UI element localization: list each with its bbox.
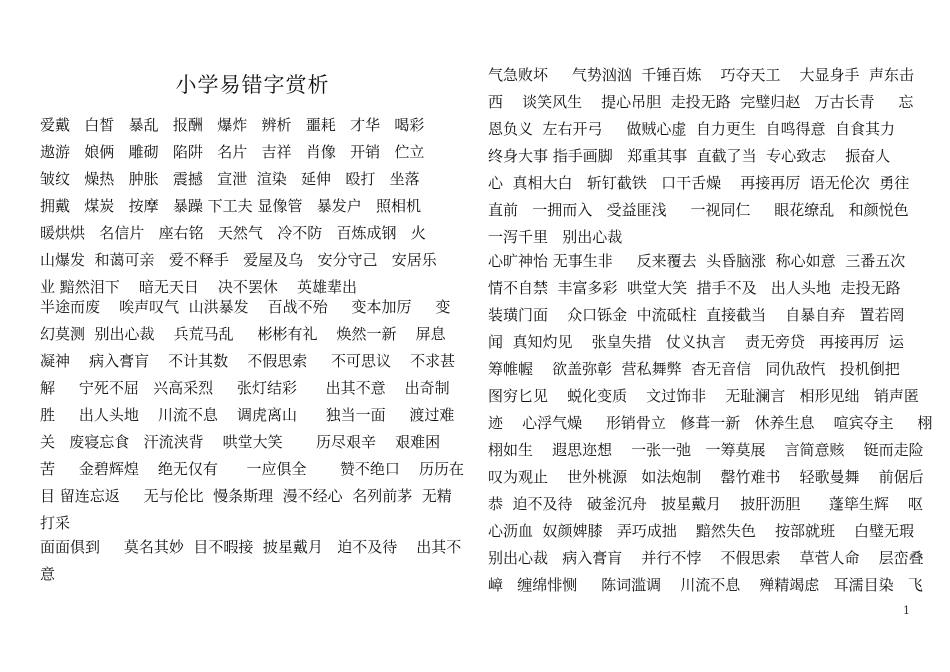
paragraph-left-3 xyxy=(40,534,461,588)
text-line: 拥戴 煤炭 按摩 暴躁 下工夫 显像管 暴发户 照相机 xyxy=(40,197,422,215)
paragraph-right-2 xyxy=(488,248,932,599)
text-line: 嶂 缠绵悱恻 陈词滥调 川流不息 殚精竭虑 耳濡目染 飞 xyxy=(488,576,923,594)
text-line: 恭 迫不及待 破釜沉舟 披星戴月 披肝沥胆 蓬筚生辉 呕 xyxy=(488,495,923,513)
text-line: 筹帷幄 欲盖弥彰 营私舞弊 杳无音信 同仇敌忾 投机倒把 xyxy=(488,360,900,378)
text-line: 恩负义 左右开弓 做贼心虚 自力更生 自鸣得意 自食其力 xyxy=(488,120,895,138)
text-line: 爱戴 白皙 暴乱 报酬 爆炸 辨析 噩耗 才华 喝彩 xyxy=(40,116,425,134)
text-line: 面面俱到 莫名其妙 目不暇接 披星戴月 迫不及待 出其不 xyxy=(40,538,462,556)
text-line: 一泻千里 别出心裁 xyxy=(488,228,623,246)
text-line: 情不自禁 丰富多彩 哄堂大笑 措手不及 出人头地 走投无路 xyxy=(488,279,901,297)
text-line: 业 黯然泪下 暗无天日 决不罢休 英雄辈出 xyxy=(40,278,357,296)
text-line: 图穷匕见 蜕化变质 文过饰非 无耻澜言 相形见绌 销声匿 xyxy=(488,387,919,405)
text-line: 皱纹 燥热 肿胀 震撼 宣泄 渲染 延伸 殴打 坐落 xyxy=(40,170,420,188)
document-title: 小学易错字赏析 xyxy=(175,73,330,97)
text-line: 暖烘烘 名信片 座右铭 天然气 冷不防 百炼成钢 火 xyxy=(40,224,426,242)
text-line: 栩如生 遐思迩想 一张一弛 一筹莫展 言简意赅 铤而走险 xyxy=(488,441,924,459)
text-line: 意 xyxy=(40,565,56,583)
text-line: 苦 金碧辉煌 绝无仅有 一应俱全 赞不绝口 历历在 xyxy=(40,460,464,478)
paragraph-left-1 xyxy=(40,112,437,301)
text-line: 心沥血 奴颜婢膝 弄巧成拙 黯然失色 按部就班 白璧无瑕 xyxy=(488,522,915,540)
text-line: 解 宁死不屈 兴高采烈 张灯结彩 出其不意 出奇制 xyxy=(40,379,450,397)
text-line: 山爆发 和蔼可亲 爱不释手 爱屋及乌 安分守己 安居乐 xyxy=(40,251,437,269)
paragraph-right-1 xyxy=(488,62,914,251)
text-line: 终身大事 指手画脚 郑重其事 直截了当 专心致志 振奋人 xyxy=(488,147,891,165)
text-line: 迹 心浮气燥 形销骨立 修葺一新 休养生息 喧宾夺主 栩 xyxy=(488,414,933,432)
text-line: 胜 出人头地 川流不息 调虎离山 独当一面 渡过难 xyxy=(40,406,455,424)
text-line: 装璜门面 众口铄金 中流砥柱 直接截当 自暴自弃 置若罔 xyxy=(488,306,905,324)
text-line: 直前 一拥而入 受益匪浅 一视同仁 眼花缭乱 和颜悦色 xyxy=(488,201,909,219)
text-line: 遨游 娘俩 雕砌 陷阱 名片 吉祥 肖像 开销 伫立 xyxy=(40,143,425,161)
text-line: 叹为观止 世外桃源 如法炮制 罄竹难书 轻歌曼舞 前倨后 xyxy=(488,468,924,486)
text-line: 打采 xyxy=(40,514,71,532)
text-line: 凝神 病入膏肓 不计其数 不假思索 不可思议 不求甚 xyxy=(40,352,456,370)
text-line: 别出心裁 病入膏肓 并行不悖 不假思索 草菅人命 层峦叠 xyxy=(488,549,924,567)
paragraph-left-2 xyxy=(40,294,464,537)
text-line: 闻 真知灼见 张皇失措 仗义执言 责无旁贷 再接再厉 运 xyxy=(488,333,904,351)
text-line: 心旷神怡 无事生非 反来覆去 头昏脑涨 称心如意 三番五次 xyxy=(488,252,906,270)
text-line: 西 谈笑风生 提心吊胆 走投无路 完璧归赵 万古长青 忘 xyxy=(488,93,914,111)
text-line: 目 留连忘返 无与伦比 慢条斯理 漫不经心 名列前茅 无精 xyxy=(40,487,452,505)
text-line: 幻莫测 别出心裁 兵荒马乱 彬彬有礼 焕然一新 屏息 xyxy=(40,325,446,343)
page-number: 1 xyxy=(903,604,910,617)
text-line: 半途而废 唉声叹气 山洪暴发 百战不殆 变本加厉 变 xyxy=(40,298,451,316)
text-line: 气急败坏 气势汹汹 千锤百炼 巧夺天工 大显身手 声东击 xyxy=(488,66,915,84)
text-line: 关 废寝忘食 汗流浃背 哄堂大笑 历尽艰辛 艰难困 xyxy=(40,433,441,451)
text-line: 心 真相大白 斩钉截铁 口干舌燥 再接再厉 语无伦次 勇往 xyxy=(488,174,910,192)
